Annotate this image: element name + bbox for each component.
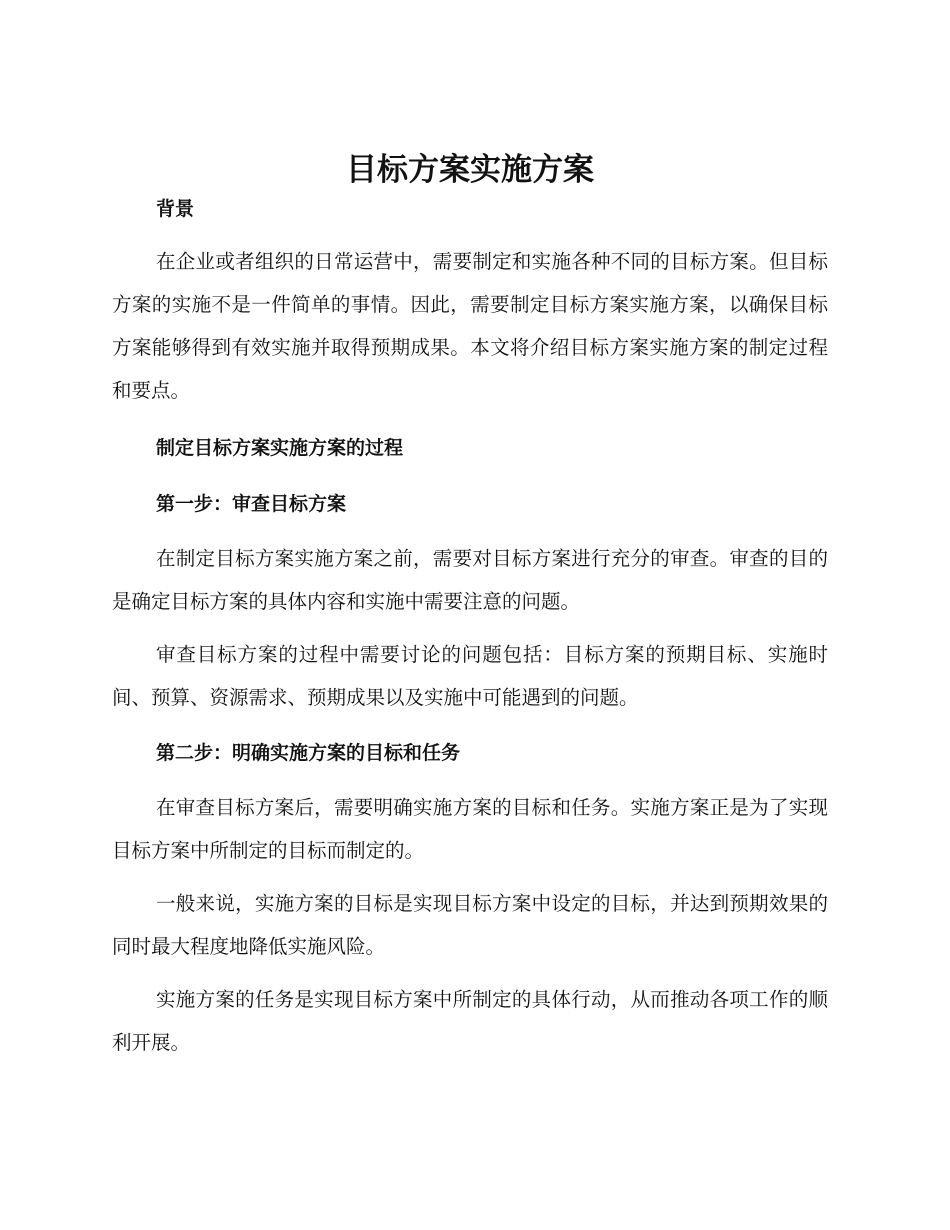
step2-heading: 第二步：明确实施方案的目标和任务 — [156, 742, 461, 764]
document-title: 目标方案实施方案 — [346, 152, 594, 188]
step1-paragraph-1: 在制定目标方案实施方案之前，需要对目标方案进行充分的审查。审查的目的是确定目标方案的具体内容和实施中需要注意的问题。 — [112, 547, 828, 613]
step2-paragraph-1: 在审查目标方案后，需要明确实施方案的目标和任务。实施方案正是为了实现目标方案中所制定的目标而制定的。 — [112, 796, 828, 862]
background-heading: 背景 — [156, 198, 195, 220]
step2-paragraph-2: 一般来说，实施方案的目标是实现目标方案中设定的目标，并达到预期效果的同时最大程度地降低实施风险。 — [112, 892, 828, 958]
step1-heading: 第一步：审查目标方案 — [156, 493, 347, 515]
step1-paragraph-2: 审查目标方案的过程中需要讨论的问题包括：目标方案的预期目标、实施时间、预算、资源需求、预期成果以及实施中可能遇到的问题。 — [112, 643, 828, 709]
step2-paragraph-3: 实施方案的任务是实现目标方案中所制定的具体行动，从而推动各项工作的顺利开展。 — [112, 988, 828, 1054]
background-paragraph: 在企业或者组织的日常运营中，需要制定和实施各种不同的目标方案。但目标方案的实施不是一件简单的事情。因此，需要制定目标方案实施方案，以确保目标方案能够得到有效实施并取得预期成果。本文将介绍目标方案实施方案的制定过程和要点。 — [112, 250, 828, 402]
process-heading: 制定目标方案实施方案的过程 — [156, 437, 404, 459]
